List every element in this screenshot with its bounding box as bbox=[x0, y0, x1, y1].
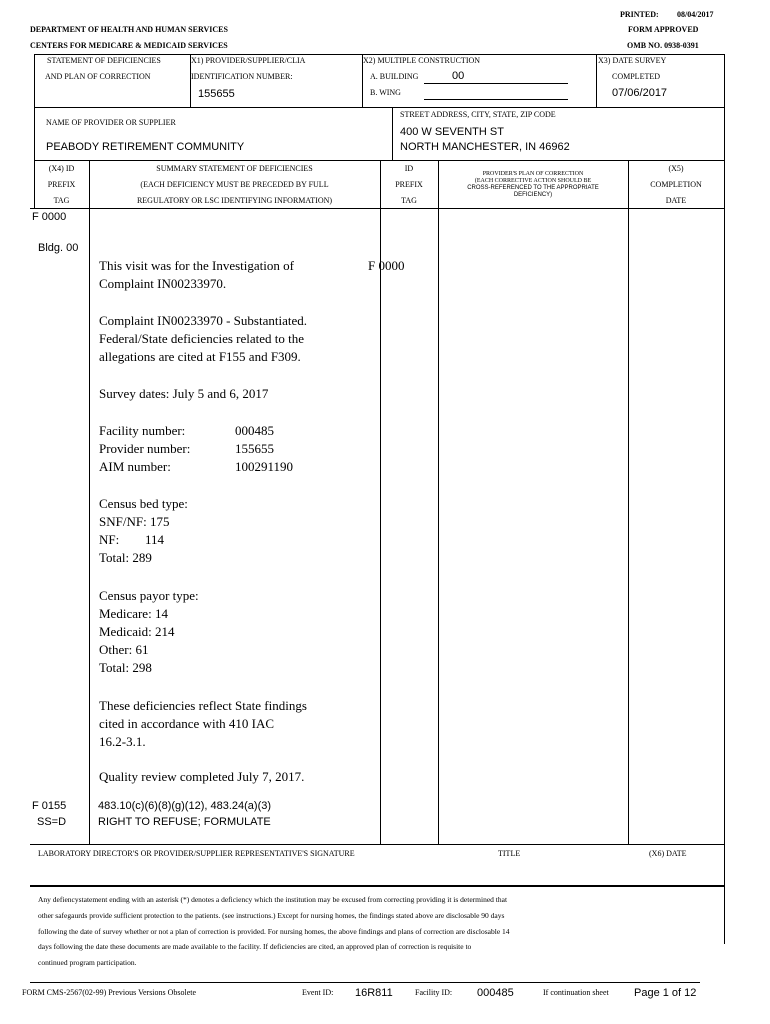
plan-sublabel: (EACH CORRECTIVE ACTION SHOULD BE bbox=[474, 178, 592, 184]
rule bbox=[34, 160, 724, 161]
x1-label: X1) PROVIDER/SUPPLIER/CLIA bbox=[191, 56, 306, 65]
id-prefix: PREFIX bbox=[395, 180, 423, 189]
x4-label: (X4) ID bbox=[48, 164, 75, 173]
body-text: cited in accordance with 410 IAC bbox=[99, 716, 275, 731]
x5-completion: COMPLETION bbox=[650, 180, 702, 189]
x1-value: 155655 bbox=[198, 88, 235, 100]
omb-number: OMB NO. 0938-0391 bbox=[627, 41, 699, 50]
quality-review: Quality review completed July 7, 2017. bbox=[99, 769, 305, 784]
x3-label: X3) DATE SURVEY bbox=[598, 56, 667, 65]
agency-line2: CENTERS FOR MEDICARE & MEDICAID SERVICES bbox=[30, 41, 228, 50]
rule bbox=[30, 885, 724, 887]
signature-label: LABORATORY DIRECTOR'S OR PROVIDER/SUPPLIER REPRESENTATIVE'S SIGNATURE bbox=[38, 849, 355, 858]
rule bbox=[424, 83, 568, 84]
snf-nf: SNF/NF: 175 bbox=[99, 514, 170, 529]
disclaimer-line: days following the date these documents are made available to the facility. If deficiencies are cited, an approved plan of correction is requisite to bbox=[38, 942, 472, 951]
building-value: 00 bbox=[452, 70, 465, 82]
provider-value: PEABODY RETIREMENT COMMUNITY bbox=[46, 141, 245, 153]
tag-f0155: F 0155 bbox=[32, 800, 67, 812]
disclaimer-line: other safegaurds provide sufficient protection to the patients. (see instructions.) Except for nursing homes, the findings stated above are disclosable 90 days bbox=[38, 911, 505, 920]
rule bbox=[392, 107, 393, 160]
rule bbox=[30, 982, 700, 983]
x2-label: X2) MULTIPLE CONSTRUCTION bbox=[363, 56, 481, 65]
statement-label: STATEMENT OF DEFICIENCIES bbox=[47, 56, 161, 65]
rule bbox=[628, 160, 629, 844]
body-text: Complaint IN00233970 - Substantiated. bbox=[99, 313, 307, 328]
survey-dates: Survey dates: July 5 and 6, 2017 bbox=[99, 386, 269, 401]
rule bbox=[89, 160, 90, 844]
rule bbox=[30, 208, 724, 209]
bldg-label: Bldg. 00 bbox=[38, 242, 79, 254]
summary-label: SUMMARY STATEMENT OF DEFICIENCIES bbox=[156, 164, 313, 173]
address-line2: NORTH MANCHESTER, IN 46962 bbox=[400, 141, 570, 153]
building-label: A. BUILDING bbox=[370, 72, 419, 81]
facility-number-value: 000485 bbox=[235, 423, 274, 438]
rule bbox=[34, 107, 35, 160]
id-label: ID bbox=[404, 164, 414, 173]
body-text: Federal/State deficiencies related to the bbox=[99, 331, 305, 346]
rule bbox=[34, 54, 35, 107]
body-text: Complaint IN00233970. bbox=[99, 276, 227, 291]
x4-tag: TAG bbox=[53, 196, 70, 205]
page-number: Page 1 of 12 bbox=[634, 987, 697, 999]
plan-label: PROVIDER'S PLAN OF CORRECTION bbox=[482, 171, 584, 177]
regulation-citation: 483.10(c)(6)(8)(g)(12), 483.24(a)(3) bbox=[98, 800, 272, 812]
x3-sublabel: COMPLETED bbox=[612, 72, 660, 81]
printed-label: PRINTED: bbox=[620, 10, 659, 19]
regulation-title: RIGHT TO REFUSE; FORMULATE bbox=[98, 816, 271, 828]
id-tag-f0000: F 0000 bbox=[368, 258, 405, 273]
other: Other: 61 bbox=[99, 642, 149, 657]
scope-severity: SS=D bbox=[37, 816, 67, 828]
x5-label: (X5) bbox=[668, 164, 684, 173]
body-text: These deficiencies reflect State findings bbox=[99, 698, 307, 713]
x5-date: DATE bbox=[665, 196, 687, 205]
tag-f0000: F 0000 bbox=[32, 211, 67, 223]
x3-value: 07/06/2017 bbox=[612, 87, 668, 99]
body-text: allegations are cited at F155 and F309. bbox=[99, 349, 301, 364]
rule bbox=[30, 844, 724, 845]
aim-number-label: AIM number: bbox=[99, 459, 171, 474]
nf-label: NF: bbox=[99, 532, 120, 547]
medicaid: Medicaid: 214 bbox=[99, 624, 175, 639]
summary-sublabel2: REGULATORY OR LSC IDENTIFYING INFORMATION) bbox=[136, 196, 333, 205]
provider-label: NAME OF PROVIDER OR SUPPLIER bbox=[46, 118, 176, 127]
event-id-label: Event ID: bbox=[302, 988, 334, 997]
facility-id-value: 000485 bbox=[477, 987, 514, 999]
plan-sublabel2: CROSS-REFERENCED TO THE APPROPRIATE bbox=[467, 185, 599, 191]
title-label: TITLE bbox=[498, 849, 521, 858]
rule bbox=[724, 54, 725, 944]
rule bbox=[34, 107, 724, 108]
x1-sublabel: IDENTIFICATION NUMBER: bbox=[191, 72, 293, 81]
aim-number-value: 100291190 bbox=[235, 459, 294, 474]
body-text: This visit was for the Investigation of bbox=[99, 258, 294, 273]
plan-sublabel3: DEFICIENCY) bbox=[513, 192, 553, 198]
payor-total: Total: 298 bbox=[99, 660, 152, 675]
rule bbox=[424, 99, 568, 100]
form-number: FORM CMS-2567(02-99) Previous Versions Obsolete bbox=[22, 988, 197, 997]
medicare: Medicare: 14 bbox=[99, 606, 168, 621]
census-bed-title: Census bed type: bbox=[99, 496, 188, 511]
x4-prefix: PREFIX bbox=[47, 180, 76, 189]
plan-label: AND PLAN OF CORRECTION bbox=[45, 72, 151, 81]
form-approved: FORM APPROVED bbox=[628, 25, 699, 34]
x6-date-label: (X6) DATE bbox=[649, 849, 687, 858]
address-line1: 400 W SEVENTH ST bbox=[400, 126, 504, 138]
disclaimer-line: Any defiencystatement ending with an asterisk (*) denotes a deficiency which the institution may be excused from correcting providing it is determined that bbox=[38, 895, 508, 904]
body-text: 16.2-3.1. bbox=[99, 734, 146, 749]
id-tag: TAG bbox=[401, 196, 417, 205]
rule bbox=[34, 54, 724, 55]
nf-value: 114 bbox=[145, 532, 165, 547]
disclaimer-line: following the date of survey whether or not a plan of correction is provided. For nursing homes, the above findings and plans of correction are disclosable 14 bbox=[38, 927, 510, 936]
agency-line1: DEPARTMENT OF HEALTH AND HUMAN SERVICES bbox=[30, 25, 228, 34]
printed-date: 08/04/2017 bbox=[677, 10, 714, 19]
continuation-label: If continuation sheet bbox=[543, 988, 609, 997]
census-payor-title: Census payor type: bbox=[99, 588, 199, 603]
bed-total: Total: 289 bbox=[99, 550, 152, 565]
provider-number-label: Provider number: bbox=[99, 441, 191, 456]
address-label: STREET ADDRESS, CITY, STATE, ZIP CODE bbox=[400, 110, 556, 119]
event-id-value: 16R811 bbox=[355, 987, 393, 999]
facility-number-label: Facility number: bbox=[99, 423, 186, 438]
provider-number-value: 155655 bbox=[235, 441, 274, 456]
summary-sublabel: (EACH DEFICIENCY MUST BE PRECEDED BY FULL bbox=[140, 180, 329, 189]
disclaimer-line: continued program participation. bbox=[38, 958, 137, 967]
rule bbox=[438, 160, 439, 844]
rule bbox=[596, 54, 597, 107]
wing-label: B. WING bbox=[370, 88, 401, 97]
facility-id-label: Facility ID: bbox=[415, 988, 453, 997]
